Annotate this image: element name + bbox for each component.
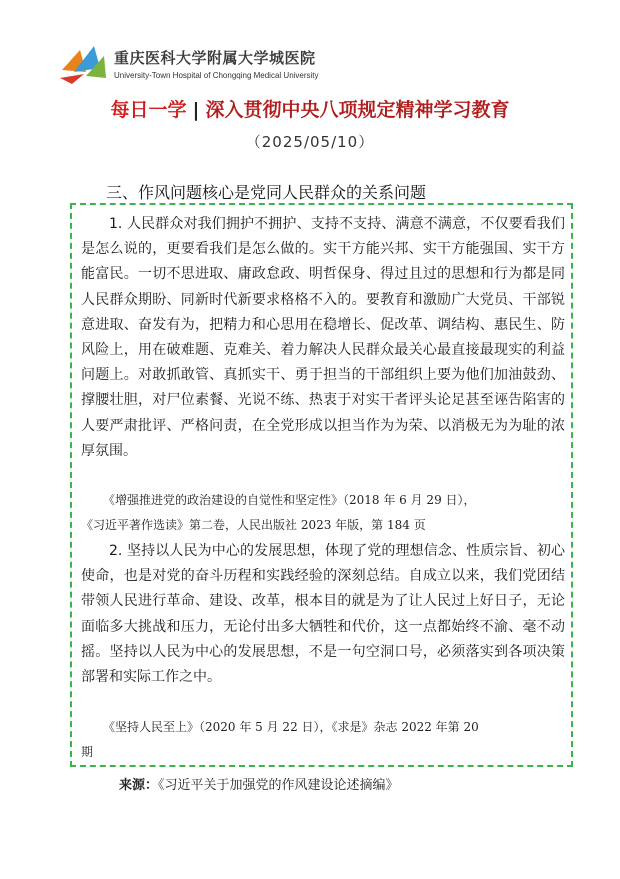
page-date: （2025/05/10） — [245, 133, 375, 151]
source-citation-1 — [81, 488, 565, 538]
source-citation-2 — [81, 715, 565, 765]
source-citation-2-line1: 《坚持人民至上》（2020 年 5 月 22 日），《求是》杂志 2022 年第 20 — [103, 720, 479, 734]
page-title — [0, 95, 620, 122]
paragraph-item-1: 1. 人民群众对我们拥护不拥护、支持不支持、满意不满意，不仅要看我们是怎么说的，更要看我们是怎么做的。实干方能兴邦、实干方能强国、实干方能富民。一切不思进取、庸政怠政、明哲保身、得过且过的思想和行为都是同人民群众期盼、同新时代新要求格格不入的。要教育和激励广大党员、干部锐意进取、奋发有为，把精力和心思用在稳增长、促改革、调结构、惠民生、防风险上，用在破难题、克难关、着力解决人民群众最关心最直接最现实的利益问题上。对敢抓敢管、真抓实干、勇于担当的干部组织上要为他们加油鼓劲、撑腰壮胆，对尸位素餐、光说不练、热衷于对实干者评头论足甚至诬告陷害的人要严肃批评、严格问责，在全党形成以担当作为为荣、以消极无为为耻的浓厚氛围。 — [81, 216, 565, 459]
source-footer — [119, 774, 399, 793]
source-footer-label: 来源： — [119, 778, 159, 793]
title-main: 深入贯彻中央八项规定精神学习教育 — [205, 99, 510, 121]
paragraph-item-2: 2. 坚持以人民为中心的发展思想，体现了党的理想信念、性质宗旨、初心使命，也是对党的奋斗历程和实践经验的深刻总结。自成立以来，我们党团结带领人民进行革命、建设、改革，根本目的就是为了让人民过上好日子，无论面临多大挑战和压力，无论付出多大牺牲和代价，这一点都始终不渝、毫不动摇。坚持以人民为中心的发展思想，不是一句空洞口号，必须落实到各项决策部署和实际工作之中。 — [81, 543, 565, 686]
source-citation-2-line2: 期 — [81, 745, 94, 759]
source-footer-value: 《习近平关于加强党的作风建设论述摘编》 — [158, 778, 399, 793]
hospital-logo-icon — [60, 42, 108, 86]
section-heading: 三、作风问题核心是党同人民群众的关系问题 — [106, 183, 427, 202]
hospital-name-en: University-Town Hospital of Chongqing Medical University — [114, 71, 319, 80]
source-citation-1-line1: 《增强推进党的政治建设的自觉性和坚定性》（2018 年 6 月 29 日）， — [103, 493, 476, 507]
hospital-name-cn: 重庆医科大学附属大学城医院 — [114, 49, 316, 67]
title-tag: 每日一学 — [110, 99, 187, 121]
source-citation-1-line2: 《习近平著作选读》第二卷，人民出版社 2023 年版，第 184 页 — [81, 518, 426, 532]
title-separator: | — [192, 99, 200, 121]
